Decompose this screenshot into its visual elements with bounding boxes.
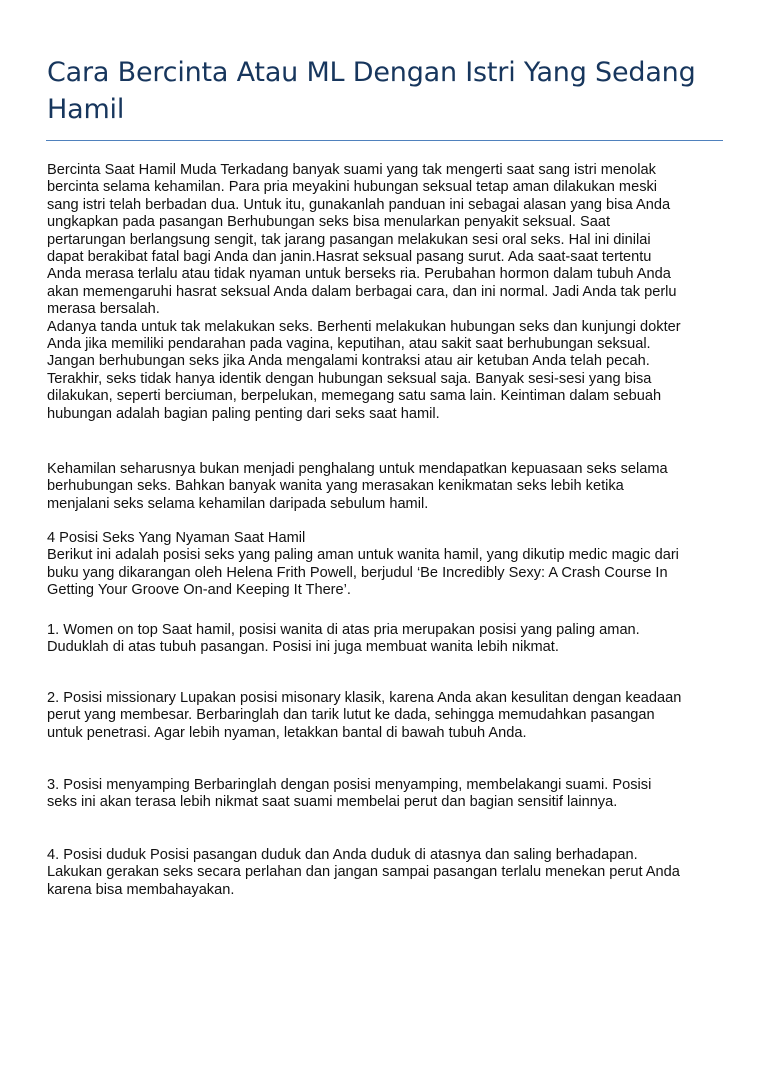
list-item-position-3: 3. Posisi menyamping Berbaringlah dengan posisi menyamping, membelakangi suami. Posisi seks ini akan terasa lebih nikmat saat suami membelai perut dan bagian sensitif lainnya. bbox=[47, 777, 652, 811]
list-item-position-1: 1. Women on top Saat hamil, posisi wanita di atas pria merupakan posisi yang paling aman. Duduklah di atas tubuh pasangan. Posisi ini juga membuat wanita lebih nikmat. bbox=[47, 622, 640, 656]
paragraph-positions-intro: 4 Posisi Seks Yang Nyaman Saat Hamil Berikut ini adalah posisi seks yang paling aman untuk wanita hamil, yang dikutip medic magic dari buku yang dikarangan oleh Helena Frith Powell, berjudul ‘Be Incredibly Sexy: A Crash Course In Getting Your Groove On-and Keeping It There’. bbox=[47, 530, 679, 599]
list-item-position-4: 4. Posisi duduk Posisi pasangan duduk dan Anda duduk di atasnya dan saling berhadapan. Lakukan gerakan seks secara perlahan dan jangan sampai pasangan terlalu menekan perut Anda karena bisa membahayakan. bbox=[47, 847, 680, 898]
paragraph-pregnancy-note: Kehamilan seharusnya bukan menjadi penghalang untuk mendapatkan kepuasaan seks selama berhubungan seks. Bahkan banyak wanita yang merasakan kenikmatan seks lebih ketika menjalani seks selama kehamilan daripada sebulum hamil. bbox=[47, 461, 668, 512]
title-underline-divider bbox=[46, 140, 723, 141]
paragraph-intro: Bercinta Saat Hamil Muda Terkadang banyak suami yang tak mengerti saat sang istri menolak bercinta selama kehamilan. Para pria meyakini hubungan seksual tetap aman dilakukan meski sang istri telah berbadan dua. Untuk itu, gunakanlah panduan ini sebagai alasan yang bisa Anda ungkapkan pada pasangan Berhubungan seks bisa menularkan penyakit seksual. Saat pertarungan berlangsung sengit, tak jarang pasangan melakukan sesi oral seks. Hal ini dinilai dapat berakibat fatal bagi Anda dan janin.Hasrat seksual pasang surut. Ada saat-saat tertentu Anda merasa terlalu atau tidak nyaman untuk berseks ria. Perubahan hormon dalam tubuh Anda akan memengaruhi hasrat seksual Anda dalam berbagai cara, dan ini normal. Jadi Anda tak perlu merasa bersalah. Adanya tanda untuk tak melakukan seks. Berhenti melakukan hubungan seks dan kunjungi dokter Anda jika memiliki pendarahan pada vagina, keputihan, atau sakit saat berhubungan seksual. Jangan berhubungan seks jika Anda mengalami kontraksi atau air ketuban Anda telah pecah. Terakhir, seks tidak hanya identik dengan hubungan seksual saja. Banyak sesi-sesi yang bisa dilakukan, seperti berciuman, berpelukan, memegang satu sama lain. Keintiman dalam sebuah hubungan adalah bagian paling penting dari seks saat hamil. bbox=[47, 162, 681, 422]
document-title: Cara Bercinta Atau ML Dengan Istri Yang Sedang Hamil bbox=[47, 57, 696, 125]
list-item-position-2: 2. Posisi missionary Lupakan posisi misonary klasik, karena Anda akan kesulitan dengan keadaan perut yang membesar. Berbaringlah dan tarik lutut ke dada, sehingga memudahkan pasangan untuk penetrasi. Agar lebih nyaman, letakkan bantal di bawah tubuh Anda. bbox=[47, 690, 682, 741]
